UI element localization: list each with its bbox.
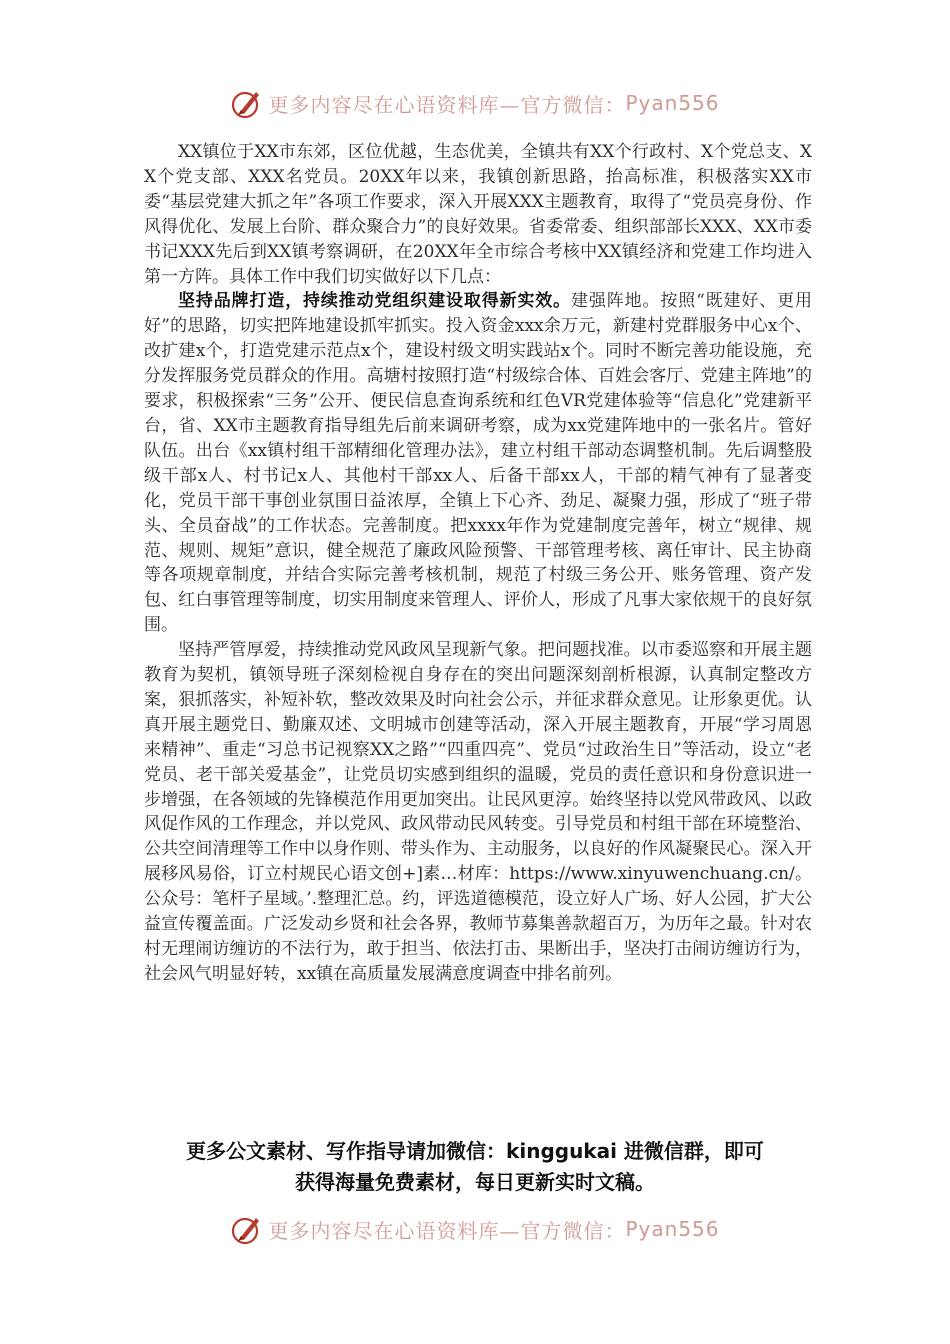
promo-note	[130, 1136, 820, 1198]
footer-banner	[0, 1212, 950, 1246]
paragraph-brand	[144, 289, 812, 638]
banner-wechat-id: Pyan556	[625, 91, 720, 115]
pen-nib-circle-icon	[230, 86, 264, 120]
header-banner	[0, 86, 950, 120]
paragraph-discipline-text: 坚持严管厚爱，持续推动党风政风呈现新气象。把问题找准。以市委巡察和开展主题教育为契机，镇领导班子深刻检视自身存在的突出问题深刻剖析根源，认真制定整改方案，狠抓落实，补短补软，整改效果及时向社会公示，并征求群众意见。让形象更优。认真开展主题党日、勤廉双述、文明城市创建等活动，深入开展主题教育，开展“学习周恩来精神”、重走“习总书记视察XX之路”“四重四亮”、党员“过政治生日”等活动，设立“老党员、老干部关爱基金”，让党员切实感到组织的温暖，党员的责任意识和身份意识进一步增强，在各领域的先锋模范作用更加突出。让民风更淳。始终坚持以党风带政风、以政风促作风的工作理念，并以党风、政风带动民风转变。引导党员和村组干部在环境整治、公共空间清理等工作中以身作则、带头作为、主动服务，以良好的作风凝聚民心。深入开展移风易俗，订立村规民心语文创+]素…材库：https://www.xinyuwenchuang.cn/。公众号：笔杆子星域。’.整理汇总。约，评选道德模范，设立好人广场、好人公园，扩大公益宣传覆盖面。广泛发动乡贤和社会各界，教师节募集善款超百万，为历年之最。针对农村无理闹访缠访的不法行为，敢于担当、依法打击、果断出手，坚决打击闹访缠访行为，社会风气明显好转，xx镇在高质量发展满意度调查中排名前列。	[144, 640, 812, 984]
paragraph-discipline	[144, 638, 812, 987]
paragraph-intro	[144, 140, 812, 289]
promo-note-line1: 更多公文素材、写作指导请加微信：kinggukai 进微信群，即可	[186, 1139, 764, 1163]
banner-text: 更多内容尽在心语资料库—官方微信：	[268, 92, 626, 117]
banner-wechat-id: Pyan556	[625, 1217, 720, 1241]
pen-nib-circle-icon	[230, 1212, 264, 1246]
banner-text: 更多内容尽在心语资料库—官方微信：	[268, 1218, 626, 1243]
paragraph-intro-text: XX镇位于XX市东郊，区位优越，生态优美，全镇共有XX个行政村、X个党总支、XX个党支部、XXX名党员。20XX年以来，我镇创新思路，抬高标准，积极落实XX市委“基层党建大抓之年”各项工作要求，深入开展XXX主题教育，取得了“党员亮身份、作风得优化、发展上台阶、群众聚合力”的良好效果。省委常委、组织部部长XXX、XX市委书记XXX先后到XX镇考察调研，在20XX年全市综合考核中XX镇经济和党建工作均进入第一方阵。具体工作中我们切实做好以下几点：	[144, 142, 812, 287]
document-body	[144, 140, 812, 987]
paragraph-brand-lead: 坚持品牌打造，持续推动党组织建设取得新实效。	[178, 291, 572, 312]
promo-note-line2: 获得海量免费素材，每日更新实时文稿。	[295, 1170, 655, 1194]
paragraph-brand-text: 建强阵地。按照“既建好、更用好”的思路，切实把阵地建设抓牢抓实。投入资金xxx余万元，新建村党群服务中心x个、改扩建x个，打造党建示范点x个，建设村级文明实践站x个。同时不断完善功能设施，充分发挥服务党员群众的作用。高塘村按照打造“村级综合体、百姓会客厅、党建主阵地”的要求，积极探索“三务”公开、便民信息查询系统和红色VR党建体验等“信息化”党建新平台，省、XX市主题教育指导组先后前来调研考察，成为xx党建阵地中的一张名片。管好队伍。出台《xx镇村组干部精细化管理办法》，建立村组干部动态调整机制。先后调整股级干部x人、村书记x人、其他村干部xx人、后备干部xx人，干部的精气神有了显著变化，党员干部干事创业氛围日益浓厚，全镇上下心齐、劲足、凝聚力强，形成了“班子带头、全员奋战”的工作状态。完善制度。把xxxx年作为党建制度完善年，树立“规律、规范、规则、规矩”意识，健全规范了廉政风险预警、干部管理考核、离任审计、民主协商等各项规章制度，并结合实际完善考核机制，规范了村级三务公开、账务管理、资产发包、红白事管理等制度，切实用制度来管理人、评价人，形成了凡事大家依规干的良好氛围。	[144, 291, 812, 636]
